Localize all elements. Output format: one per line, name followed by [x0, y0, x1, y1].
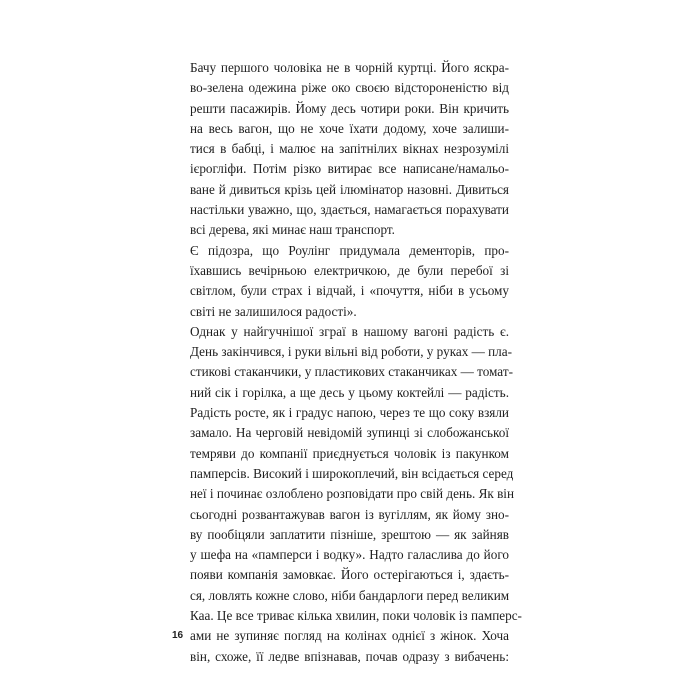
paragraph-1: [173, 58, 509, 241]
page-number: 16: [172, 630, 184, 641]
paragraph-3: [173, 322, 522, 667]
text-line: неї і починає озлоблено розповідати про свій день. Як він: [190, 486, 515, 502]
text-line: ієрогліфи. Потім різко витирає все написане/намальо-: [190, 161, 509, 177]
text-line: ся, ловлять кожне слово, ніби бандарлоги перед великим: [190, 587, 510, 603]
body-text: [173, 58, 522, 667]
text-line: їхавшись вечірньою електричкою, де були перебої зі: [190, 262, 509, 278]
text-line: ами не зупиняє погляд на колінах однієї з жінок. Хоча: [190, 628, 509, 644]
text-line: стикові стаканчики, у пластикових стаканчиках — томат-: [190, 364, 513, 380]
text-line: во-зелена одежина ріже око своєю відстороненістю від: [190, 80, 509, 96]
text-line: День закінчився, і руки вільні від роботи, у руках — пла-: [190, 344, 513, 360]
text-line: ний сік і горілка, а ще десь у цьому коктейлі — радість.: [190, 384, 509, 400]
text-line: темряви до компанії приєднується чоловік із пакунком: [190, 445, 509, 461]
text-line: Є підозра, що Роулінг придумала дементорів, про-: [190, 242, 509, 258]
text-line: на весь вагон, що не хоче їхати додому, хоче залиши-: [190, 120, 509, 136]
text-line: він, схоже, її ледве впізнавав, почав одразу з вибачень:: [190, 648, 509, 664]
text-line: Бачу першого чоловіка не в чорній куртці. Його яскра-: [190, 60, 509, 75]
text-line: Однак у найгучнішої зграї в нашому вагоні радість є.: [190, 323, 509, 339]
text-line: настільки уважно, що, здається, намагається порахувати: [190, 202, 509, 218]
text-line: замало. На черговій невідомій зупинці зі слобожанської: [190, 425, 509, 441]
text-line: Каа. Це все триває кілька хвилин, поки чоловік із памперс-: [190, 608, 522, 624]
text-line: ву пообіцяли заплатити пізніше, зрештою — як зайняв: [190, 526, 509, 542]
text-line: всі дерева, які минає наш транспорт.: [190, 222, 395, 238]
text-line: появи компанія замовкає. Його остерігаються і, здаєть-: [190, 567, 509, 583]
text-line: решти пасажирів. Йому десь чотири роки. Він кричить: [190, 100, 509, 116]
text-line: Радість росте, як і градус напою, через те що соку взяли: [190, 405, 509, 421]
text-line: сьогодні розвантажував вагон із вугіллям, як йому зно-: [190, 506, 509, 522]
text-line: тися в бабці, і малює на запітнілих вікнах незрозумілі: [190, 141, 509, 157]
text-line: світі не залишилося радості».: [190, 303, 357, 319]
paragraph-2: [173, 241, 509, 322]
text-line: ване й дивиться крізь цей ілюмінатор назовні. Дивиться: [190, 181, 509, 197]
text-line: у шефа на «памперси і водку». Надто галаслива до його: [190, 547, 509, 563]
text-line: памперсів. Високий і широкоплечий, він всідається серед: [190, 465, 514, 481]
text-line: світлом, були страх і відчай, і «почуття, ніби в усьому: [190, 283, 509, 299]
